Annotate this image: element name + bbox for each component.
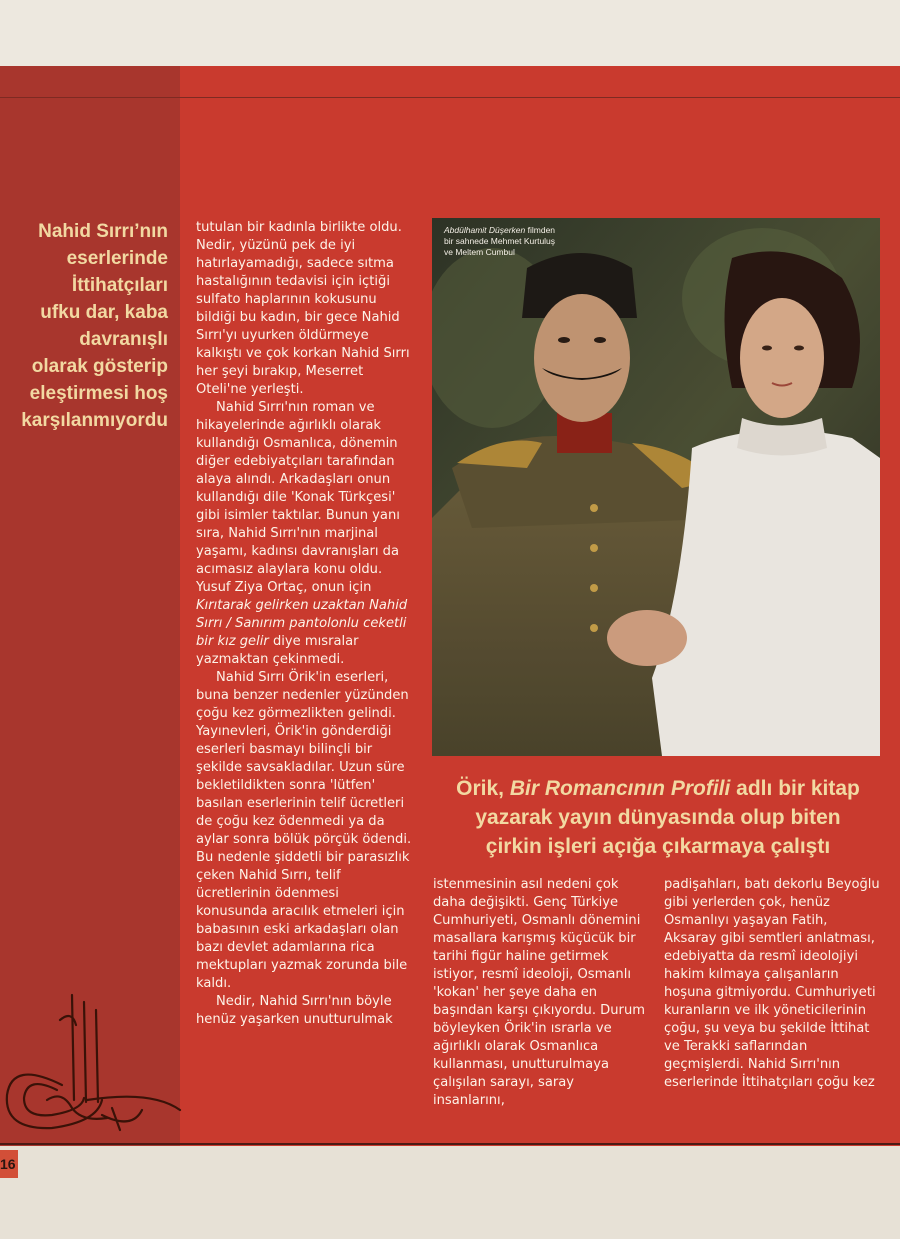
page-bottom-margin bbox=[0, 1146, 900, 1239]
article-column-1 bbox=[196, 219, 414, 1029]
side-pull-quote bbox=[6, 218, 168, 434]
top-rule-line bbox=[0, 97, 900, 98]
column1-paragraph bbox=[196, 399, 414, 669]
photo-caption bbox=[444, 225, 604, 258]
pull-quote-text: adlı bir kitap bbox=[730, 777, 860, 800]
column1-text: Nahid Sırrı'nın roman ve hikayelerinde ağırlıklı olarak kullandığı Osmanlıca, dönemin diğer edebiyatçıları tarafından alaya alındı. Arkadaşları onun kullandığı dile 'Konak Türkçesi' gibi isimler taktılar. Bunun yanı sıra, Nahid Sırrı'nın marjinal yaşamı, kadınsı davranışları da acımasız alaylara konu oldu. Yusuf Ziya Ortaç, onun için bbox=[196, 400, 400, 595]
article-column-2 bbox=[433, 876, 648, 1110]
main-pull-quote-line bbox=[434, 774, 882, 803]
side-pull-quote-line: karşılanmıyordu bbox=[21, 410, 168, 431]
side-pull-quote-line: eleştirmesi hoş bbox=[29, 383, 168, 404]
main-pull-quote-line: çirkin işleri açığa çıkarmaya çalıştı bbox=[485, 835, 831, 858]
caption-film-title: Abdülhamit Düşerken bbox=[444, 225, 526, 235]
column1-paragraph: Nahid Sırrı Örik'in eserleri, buna benzer nedenler yüzünden çoğu kez görmezlikten gelindi. Yayınevleri, Örik'in gönderdiği eserleri basmayı bilinçli bir şekilde savsakladılar. Uzun süre bekletildikten sonra 'lütfen' basılan eserlerinin telif ücretleri de çoğu kez ödenmedi ya da aylar sonra bölük pörçük ödendi. Bu nedenle şiddetli bir parasızlık çeken Nahid Sırrı, telif ücretlerinin ödenmesi konusunda aracılık etmeleri için babasının eski arkadaşları olan bazı devlet adamlarına rica mektupları yazmak zorunda bile kaldı. bbox=[196, 670, 412, 991]
main-pull-quote bbox=[434, 774, 882, 861]
column3-paragraph: padişahları, batı dekorlu Beyoğlu gibi yerlerden çok, henüz Osmanlıyı yaşayan Fatih, Aksaray gibi semtleri anlatması, edebiyatta da resmî ideolojiyi hakim kılmaya çalışanların hoşuna gitmiyordu. Cumhuriyeti kuranların ve ilk yöneticilerinin çoğu, şu veya bu şekilde İttihat ve Terakki saflarından geçmişlerdi. Nahid Sırrı'nın eserlerinde İttihatçıları çoğu kez bbox=[664, 877, 880, 1090]
pull-quote-book-title: Bir Romancının Profili bbox=[509, 777, 731, 800]
caption-line bbox=[444, 225, 604, 236]
bottom-rule-line bbox=[0, 1143, 900, 1145]
page-top-margin bbox=[0, 0, 900, 66]
article-column-3 bbox=[664, 876, 880, 1092]
side-pull-quote-line: İttihatçıları bbox=[71, 275, 168, 296]
tughra-drawing bbox=[2, 990, 182, 1140]
photo-illustration bbox=[432, 218, 880, 756]
side-pull-quote-line: eserlerinde bbox=[66, 248, 168, 269]
pull-quote-text: Örik, bbox=[456, 777, 510, 800]
page-number: 16 bbox=[0, 1150, 18, 1178]
column1-italic-verse: Kırıtarak gelirken uzaktan Nahid Sırrı / Sanırım pantolonlu ceketli bir kız gelir bbox=[196, 598, 408, 649]
column2-paragraph: istenmesinin asıl nedeni çok daha değişikti. Genç Türkiye Cumhuriyeti, Osmanlı dönemini masallara karışmış küçücük bir tarihi figür haline getirmek istiyor, resmî ideoloji, Osmanlı 'kokan' her şeye daha en başından karşı çıkıyordu. Durum böyleyken Örik'in ısrarla ve ağırlıklı olarak Osmanlıca kullanması, unutturulmaya çalışılan sarayı, saray insanlarını, bbox=[433, 877, 645, 1108]
tughra-seal-icon bbox=[2, 990, 182, 1140]
side-pull-quote-line: davranışlı bbox=[79, 329, 168, 350]
caption-line: bir sahnede Mehmet Kurtuluş bbox=[444, 236, 556, 246]
film-still-photo bbox=[432, 218, 880, 756]
main-pull-quote-line: yazarak yayın dünyasında olup biten bbox=[475, 806, 841, 829]
column1-text: diye mısralar yazmaktan çekinmedi. bbox=[196, 634, 359, 667]
caption-text: filmden bbox=[525, 225, 556, 235]
column1-paragraph: Nedir, Nahid Sırrı'nın böyle henüz yaşarken unutturulmak bbox=[196, 994, 393, 1027]
column1-paragraph: tutulan bir kadınla birlikte oldu. Nedir, yüzünü pek de iyi hatırlayamadığı, sadece sıtma hastalığının tedavisi için içtiği sulfato haplarının kokusunu bildiği bu kadın, bir gece Nahid Sırrı'yı uyurken öldürmeye kalkıştı ve çok korkan Nahid Sırrı her şeyi bırakıp, Meserret Oteli'ne yerleşti. bbox=[196, 220, 410, 397]
caption-line: ve Meltem Cumbul bbox=[444, 247, 515, 257]
side-pull-quote-line: olarak gösterip bbox=[31, 356, 168, 377]
side-pull-quote-line: ufku dar, kaba bbox=[40, 302, 168, 323]
side-pull-quote-line: Nahid Sırrı’nın bbox=[38, 221, 168, 242]
